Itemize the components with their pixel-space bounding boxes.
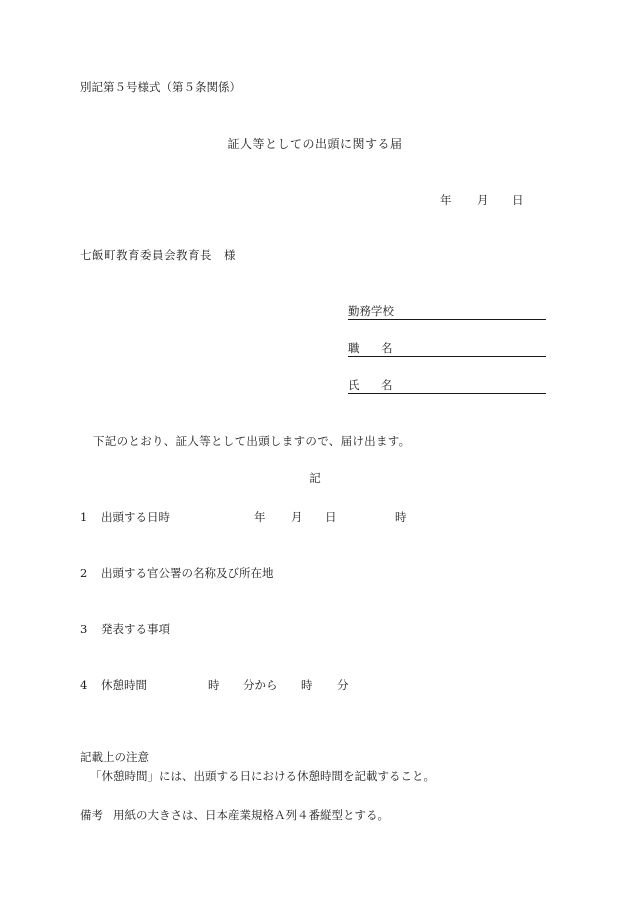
school-label: 勤務学校 [348, 304, 394, 318]
position-underline [348, 356, 546, 357]
hour-unit: 時 [395, 510, 407, 524]
school-underline [348, 319, 546, 320]
ki-heading: 記 [309, 471, 321, 485]
month-unit: 月 [291, 510, 303, 524]
item-number: 2 [80, 566, 88, 580]
day-unit: 日 [325, 510, 337, 524]
date-day-label: 日 [512, 193, 524, 207]
date-month-label: 月 [477, 193, 489, 207]
position-field [348, 343, 546, 359]
position-label-2: 名 [381, 341, 393, 355]
notes-body: 「休憩時間」には、出頭する日における休憩時間を記載すること。 [90, 769, 435, 783]
form-number: 別記第５号様式（第５条関係） [80, 80, 241, 94]
remarks-text: 用紙の大きさは、日本産業規格Ａ列４番縦型とする。 [113, 808, 389, 822]
date-year-label: 年 [440, 193, 452, 207]
item-label: 発表する事項 [101, 622, 170, 636]
name-label-2: 名 [381, 378, 393, 392]
name-underline [348, 393, 546, 394]
minute-unit: 分 [337, 678, 349, 692]
name-label-1: 氏 [348, 378, 360, 392]
position-label-1: 職 [348, 341, 360, 355]
notes-title: 記載上の注意 [80, 750, 149, 764]
name-field [348, 380, 546, 396]
item-label: 出頭する日時 [101, 510, 170, 524]
form-title: 証人等としての出頭に関する届 [227, 137, 403, 151]
item-label: 休憩時間 [101, 678, 147, 692]
minute-from-unit: 分から [243, 678, 278, 692]
item-number: 4 [80, 678, 88, 692]
year-unit: 年 [254, 510, 266, 524]
item-number: 1 [80, 510, 88, 524]
addressee: 七飯町教育委員会教育長 様 [80, 248, 236, 262]
remarks-label: 備考 [80, 808, 103, 822]
hour-unit: 時 [208, 678, 220, 692]
item-label: 出頭する官公署の名称及び所在地 [101, 566, 274, 580]
hour-unit: 時 [301, 678, 313, 692]
school-field [348, 306, 546, 322]
item-number: 3 [80, 622, 88, 636]
statement: 下記のとおり、証人等として出頭しますので、届け出ます。 [93, 434, 411, 448]
